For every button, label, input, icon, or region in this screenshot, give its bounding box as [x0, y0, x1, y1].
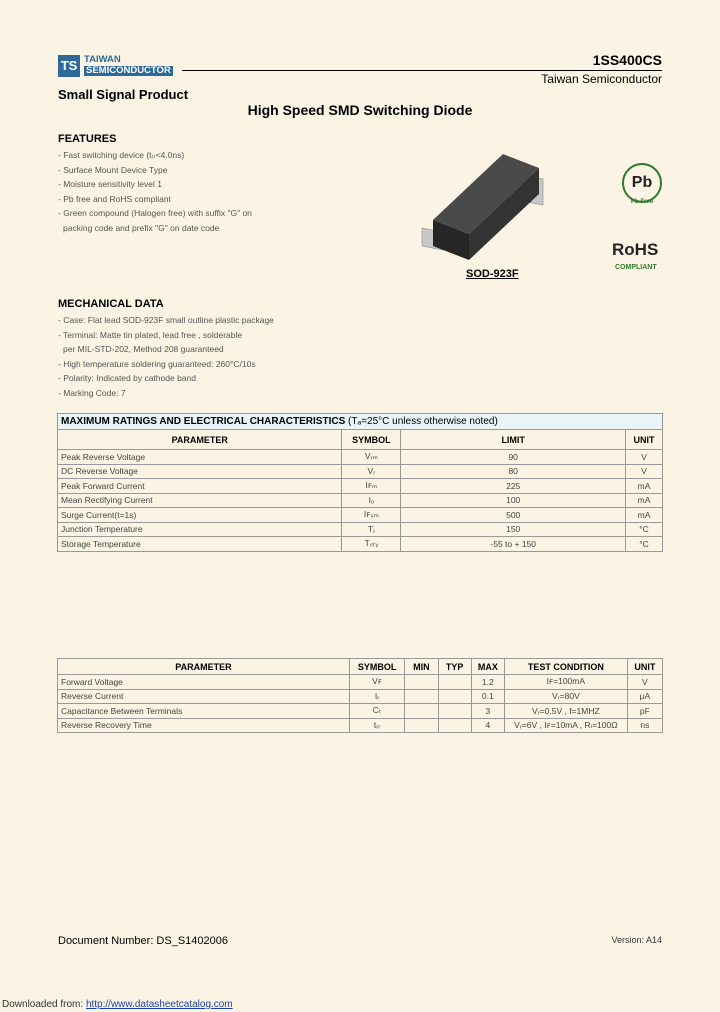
cell: Vᵣ=80V: [504, 689, 627, 704]
cell: Tₛₜᵧ: [342, 537, 401, 552]
cell: [405, 689, 438, 704]
company-logo: [58, 55, 180, 79]
cell: -55 to + 150: [401, 537, 626, 552]
cell: Reverse Recovery Time: [58, 718, 350, 733]
table-header-row: [58, 430, 663, 450]
cell: 1.2: [471, 675, 504, 690]
cell: DC Reverse Voltage: [58, 464, 342, 479]
cell: tᵣᵣ: [349, 718, 404, 733]
pb-free-badge: [622, 163, 662, 203]
part-number: 1SS400CS: [592, 52, 662, 68]
download-link[interactable]: http://www.datasheetcatalog.com: [85, 999, 233, 1010]
logo-text: [84, 55, 173, 76]
electrical-characteristics-table: [57, 658, 663, 733]
rohs-badge: RoHS: [612, 240, 659, 259]
table-row: [58, 537, 663, 552]
logo-line2: SEMICONDUCTOR: [86, 65, 171, 76]
cell: Storage Temperature: [58, 537, 342, 552]
cell: [438, 675, 471, 690]
logo-line1: TAIWAN: [84, 54, 121, 65]
table-row: [58, 718, 663, 733]
table-caption-text: MAXIMUM RATINGS AND ELECTRICAL CHARACTERISTICS: [61, 416, 346, 427]
list-item: - Polarity: Indicated by cathode band: [58, 373, 196, 384]
cell: [438, 718, 471, 733]
table-row: [58, 493, 663, 508]
cell: Peak Reverse Voltage: [58, 450, 342, 465]
cell: [405, 718, 438, 733]
rohs-compliant-text: COMPLIANT: [615, 264, 657, 271]
cell: Vᵣ: [342, 464, 401, 479]
cell: 80: [401, 464, 626, 479]
cell: V: [627, 675, 662, 690]
cell: °C: [626, 537, 663, 552]
cell: μA: [627, 689, 662, 704]
product-category: Small Signal Product: [58, 87, 189, 102]
cell: Vᵣ=6V , Iꜰ=10mA , Rₗ=100Ω: [504, 718, 627, 733]
list-item: per MIL-STD-202, Method 208 guaranteed: [63, 344, 224, 355]
table-row: [58, 464, 663, 479]
cell: Surge Current(t=1s): [58, 508, 342, 523]
cell: Reverse Current: [58, 689, 350, 704]
company-name: Taiwan Semiconductor: [541, 72, 662, 86]
table-row: [58, 704, 663, 719]
cell: Iₒ: [342, 493, 401, 508]
cell: 90: [401, 450, 626, 465]
table-row: [58, 689, 663, 704]
list-item: packing code and prefix "G" on date code: [63, 222, 220, 233]
page-title: High Speed SMD Switching Diode: [247, 102, 473, 118]
table-row: [58, 508, 663, 523]
column-header: TYP: [438, 659, 471, 675]
package-label: SOD-923F: [466, 268, 519, 280]
mechanical-title: MECHANICAL DATA: [58, 298, 164, 310]
cell: 225: [401, 479, 626, 494]
cell: 3: [471, 704, 504, 719]
table-row: [58, 675, 663, 690]
cell: 4: [471, 718, 504, 733]
table-caption-note: (Tₐ=25°C unless otherwise noted): [348, 416, 498, 427]
cell: Iꜰ=100mA: [504, 675, 627, 690]
logo-mark: TS: [58, 55, 80, 77]
cell: Forward Voltage: [58, 675, 350, 690]
cell: mA: [626, 479, 663, 494]
list-item: - Fast switching device (tᵣᵣ<4.0ns): [58, 150, 185, 160]
cell: V: [626, 450, 663, 465]
list-item: - Marking Code: 7: [58, 387, 126, 398]
cell: V: [626, 464, 663, 479]
pb-free-text: Pb-Free: [630, 199, 654, 205]
cell: Vᵣ=0.5V , f=1MHZ: [504, 704, 627, 719]
cell: [405, 675, 438, 690]
table-header-row: [58, 659, 663, 675]
cell: pF: [627, 704, 662, 719]
list-item: - Surface Mount Device Type: [58, 164, 168, 175]
list-item: - Terminal: Matte tin plated, lead free , solderable: [58, 329, 243, 340]
column-header: PARAMETER: [58, 430, 342, 450]
cell: Cₜ: [349, 704, 404, 719]
column-header: LIMIT: [401, 430, 626, 450]
cell: Mean Rectifying Current: [58, 493, 342, 508]
download-source: [2, 999, 233, 1010]
column-header: SYMBOL: [349, 659, 404, 675]
cell: 500: [401, 508, 626, 523]
column-header: TEST CONDITION: [504, 659, 627, 675]
cell: 150: [401, 522, 626, 537]
version: Version: A14: [611, 935, 662, 945]
cell: mA: [626, 493, 663, 508]
list-item: - Pb free and RoHS compliant: [58, 193, 171, 204]
pb-label: Pb: [631, 174, 653, 191]
cell: Vᵣₘ: [342, 450, 401, 465]
cell: Tⱼ: [342, 522, 401, 537]
cell: 100: [401, 493, 626, 508]
cell: Iꜰₛₘ: [342, 508, 401, 523]
header-rule: [182, 70, 662, 71]
document-number: Document Number: DS_S1402006: [58, 935, 228, 947]
cell: [438, 704, 471, 719]
list-item: - Case: Flat lead SOD-923F small outline plastic package: [58, 315, 274, 325]
cell: Iꜰₘ: [342, 479, 401, 494]
cell: [438, 689, 471, 704]
cell: Vꜰ: [349, 675, 404, 690]
table-row: [58, 522, 663, 537]
table-caption: [58, 414, 663, 430]
table-row: [58, 450, 663, 465]
column-header: PARAMETER: [58, 659, 350, 675]
list-item: - High temperature soldering guaranteed: 260°C/10s: [58, 358, 256, 369]
column-header: UNIT: [627, 659, 662, 675]
list-item: - Green compound (Halogen free) with suffix "G" on: [58, 208, 252, 219]
features-list: [58, 148, 252, 236]
cell: ns: [627, 718, 662, 733]
column-header: MIN: [405, 659, 438, 675]
max-ratings-table: [57, 413, 663, 552]
list-item: - Moisture sensitivity level 1: [58, 179, 162, 190]
cell: Iᵣ: [349, 689, 404, 704]
column-header: UNIT: [626, 430, 663, 450]
package-diagram: [415, 150, 555, 265]
download-prefix: Downloaded from:: [2, 999, 86, 1010]
cell: 0.1: [471, 689, 504, 704]
column-header: SYMBOL: [342, 430, 401, 450]
mechanical-list: [58, 313, 274, 401]
cell: Peak Forward Current: [58, 479, 342, 494]
cell: [405, 704, 438, 719]
cell: mA: [626, 508, 663, 523]
table-row: [58, 479, 663, 494]
cell: Junction Temperature: [58, 522, 342, 537]
features-title: FEATURES: [58, 133, 117, 145]
cell: Capacitance Between Terminals: [58, 704, 350, 719]
column-header: MAX: [471, 659, 504, 675]
cell: °C: [626, 522, 663, 537]
